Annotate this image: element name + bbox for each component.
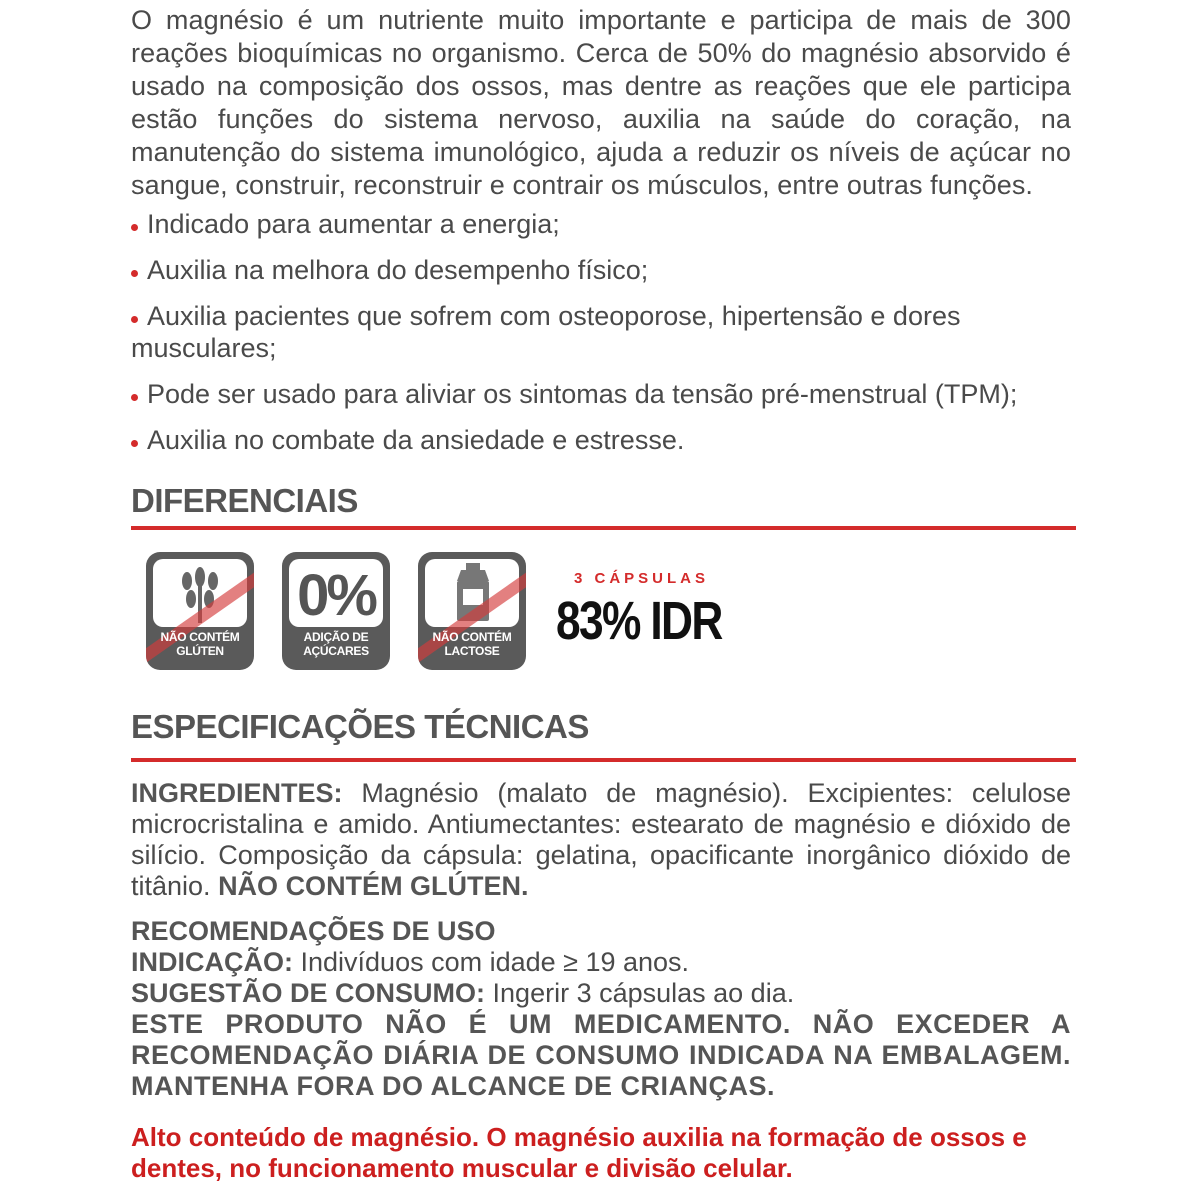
ingredients-paragraph xyxy=(131,778,1071,902)
list-item: Indicado para aumentar a energia; xyxy=(131,208,1071,240)
usage-section xyxy=(131,916,1071,1102)
section-divider xyxy=(131,758,1076,762)
lactose-free-badge xyxy=(418,552,526,670)
bullet-icon xyxy=(131,440,138,447)
bullet-icon xyxy=(131,270,138,277)
bullet-icon xyxy=(131,394,138,401)
badge-caption: NÃO CONTÉM LACTOSE xyxy=(432,630,512,658)
badge-caption: NÃO CONTÉM GLÚTEN xyxy=(160,630,240,658)
bullet-icon xyxy=(131,316,138,323)
usage-heading: RECOMENDAÇÕES DE USO xyxy=(131,916,496,946)
health-claim: Alto conteúdo de magnésio. O magnésio auxilia na formação de ossos e dentes, no funcionamento muscular e divisão celular. xyxy=(131,1122,1027,1183)
indicacao-line: INDICAÇÃO: Indivíduos com idade ≥ 19 anos. xyxy=(131,947,690,977)
especificacoes-title: ESPECIFICAÇÕES TÉCNICAS xyxy=(131,708,589,745)
idr-caption: 3 CÁPSULAS xyxy=(574,570,710,587)
list-item: Pode ser usado para aliviar os sintomas da tensão pré-menstrual (TPM); xyxy=(131,378,1071,410)
idr-value: 83% IDR xyxy=(556,591,722,651)
ingredients-text: Magnésio (malato de magnésio). Excipientes: celulose microcristalina e amido. Antiumectantes: estearato de magnésio e dióxido de silício. Composição da cápsula: gelatina, opacificante inorgânico dióxido de titânio. xyxy=(131,778,1071,901)
badge-caption: ADIÇÃO DE AÇÚCARES xyxy=(303,630,369,658)
bullet-icon xyxy=(131,224,138,231)
warning-text: ESTE PRODUTO NÃO É UM MEDICAMENTO. NÃO EXCEDER A RECOMENDAÇÃO DIÁRIA DE CONSUMO INDICADA NA EMBALAGEM. MANTENHA FORA DO ALCANCE DE CRIANÇAS. xyxy=(131,1009,1071,1101)
section-divider xyxy=(131,526,1076,530)
list-item: Auxilia pacientes que sofrem com osteoporose, hipertensão e dores musculares; xyxy=(131,301,961,363)
gluten-free-badge xyxy=(146,552,254,670)
intro-paragraph: O magnésio é um nutriente muito importante e participa de mais de 300 reações bioquímicas no organismo. Cerca de 50% do magnésio absorvido é usado na composição dos ossos, mas dentre as reações que ele participa estão funções do sistema nervoso, auxilia na saúde do coração, na manutenção do sistema imunológico, ajuda a reduzir os níveis de açúcar no sangue, construir, reconstruir e contrair os músculos, entre outras funções. xyxy=(131,5,1071,200)
gluten-note: NÃO CONTÉM GLÚTEN. xyxy=(218,871,529,901)
list-item: Auxilia na melhora do desempenho físico; xyxy=(131,254,1071,286)
diferenciais-title: DIFERENCIAIS xyxy=(131,482,358,519)
zero-percent-icon: 0% xyxy=(297,563,375,628)
ingredients-label: INGREDIENTES: xyxy=(131,778,343,808)
no-added-sugar-badge xyxy=(282,552,390,670)
badges-row xyxy=(146,552,846,672)
list-item: Auxilia no combate da ansiedade e estresse. xyxy=(131,424,1071,456)
sugestao-line: SUGESTÃO DE CONSUMO: Ingerir 3 cápsulas ao dia. xyxy=(131,978,795,1008)
benefits-list xyxy=(131,208,1071,470)
